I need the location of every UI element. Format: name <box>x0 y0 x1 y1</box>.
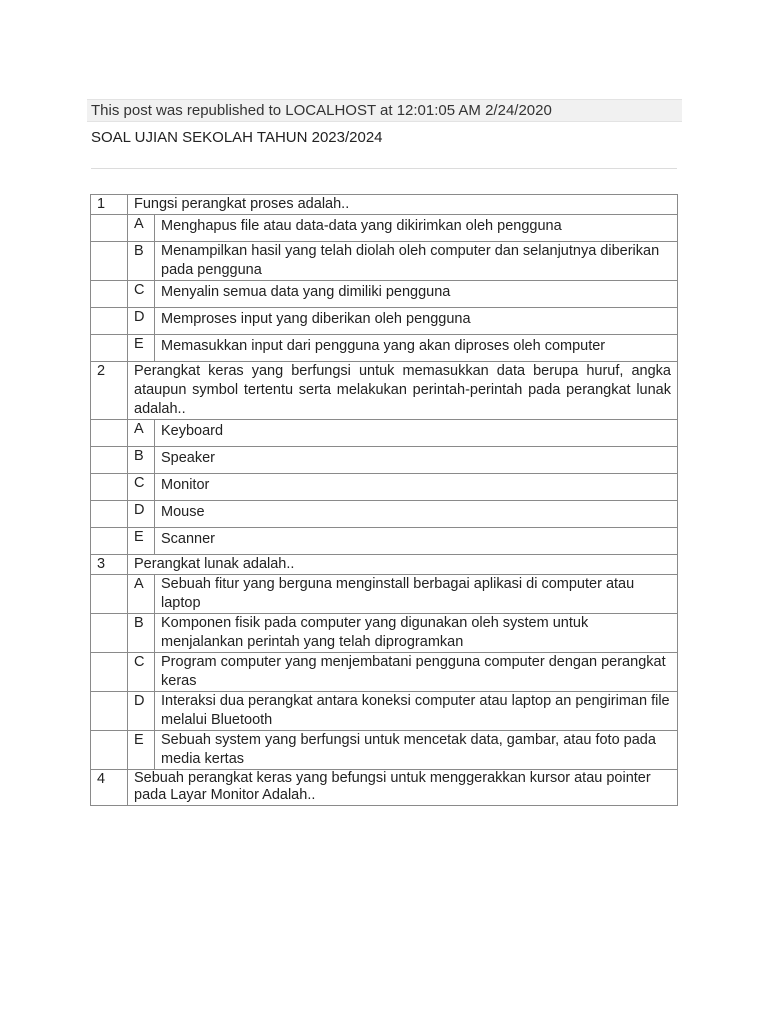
option-text: Menghapus file atau data-data yang dikirimkan oleh pengguna <box>155 215 678 242</box>
option-text: Mouse <box>155 501 678 528</box>
option-row <box>91 692 678 731</box>
option-row <box>91 335 678 362</box>
question-text: Sebuah perangkat keras yang befungsi untuk menggerakkan kursor atau pointer pada Layar Monitor Adalah.. <box>128 770 678 806</box>
option-letter: E <box>128 528 155 555</box>
divider <box>91 168 677 169</box>
republish-notice: This post was republished to LOCALHOST at 12:01:05 AM 2/24/2020 <box>87 99 682 122</box>
option-letter: A <box>128 215 155 242</box>
option-text: Menampilkan hasil yang telah diolah oleh computer dan selanjutnya diberikan pada pengguna <box>155 242 678 281</box>
option-row <box>91 420 678 447</box>
option-text: Sebuah system yang berfungsi untuk mencetak data, gambar, atau foto pada media kertas <box>155 731 678 770</box>
option-row <box>91 731 678 770</box>
option-letter: B <box>128 447 155 474</box>
option-text: Keyboard <box>155 420 678 447</box>
option-text: Memasukkan input dari pengguna yang akan diproses oleh computer <box>155 335 678 362</box>
option-letter: E <box>128 731 155 770</box>
question-number: 3 <box>91 555 128 575</box>
question-text: Fungsi perangkat proses adalah.. <box>128 195 678 215</box>
option-letter: D <box>128 692 155 731</box>
option-text: Sebuah fitur yang berguna menginstall berbagai aplikasi di computer atau laptop <box>155 575 678 614</box>
option-letter: D <box>128 501 155 528</box>
option-letter: B <box>128 614 155 653</box>
option-text: Program computer yang menjembatani pengguna computer dengan perangkat keras <box>155 653 678 692</box>
option-letter: D <box>128 308 155 335</box>
option-row <box>91 308 678 335</box>
question-row <box>91 770 678 806</box>
option-letter: C <box>128 474 155 501</box>
option-letter: B <box>128 242 155 281</box>
option-text: Menyalin semua data yang dimiliki pengguna <box>155 281 678 308</box>
question-text: Perangkat keras yang berfungsi untuk memasukkan data berupa huruf, angka ataupun symbol tertentu serta melakukan perintah-perintah pada perangkat lunak adalah.. <box>128 362 678 420</box>
option-letter: A <box>128 420 155 447</box>
document-title: SOAL UJIAN SEKOLAH TAHUN 2023/2024 <box>91 129 383 146</box>
option-letter: C <box>128 653 155 692</box>
question-row <box>91 195 678 215</box>
option-row <box>91 215 678 242</box>
question-number: 4 <box>91 770 128 806</box>
option-text: Scanner <box>155 528 678 555</box>
question-text: Perangkat lunak adalah.. <box>128 555 678 575</box>
option-row <box>91 474 678 501</box>
option-letter: C <box>128 281 155 308</box>
option-row <box>91 501 678 528</box>
question-number: 1 <box>91 195 128 215</box>
option-text: Monitor <box>155 474 678 501</box>
question-row <box>91 555 678 575</box>
option-text: Speaker <box>155 447 678 474</box>
option-row <box>91 281 678 308</box>
option-row <box>91 575 678 614</box>
option-row <box>91 614 678 653</box>
option-letter: E <box>128 335 155 362</box>
option-letter: A <box>128 575 155 614</box>
quiz-table <box>90 194 678 806</box>
option-row <box>91 528 678 555</box>
option-row <box>91 653 678 692</box>
option-row <box>91 242 678 281</box>
option-text: Interaksi dua perangkat antara koneksi computer atau laptop an pengiriman file melalui Bluetooth <box>155 692 678 731</box>
option-row <box>91 447 678 474</box>
question-row <box>91 362 678 420</box>
option-text: Memproses input yang diberikan oleh pengguna <box>155 308 678 335</box>
option-text: Komponen fisik pada computer yang digunakan oleh system untuk menjalankan perintah yang telah diprogramkan <box>155 614 678 653</box>
question-number: 2 <box>91 362 128 420</box>
